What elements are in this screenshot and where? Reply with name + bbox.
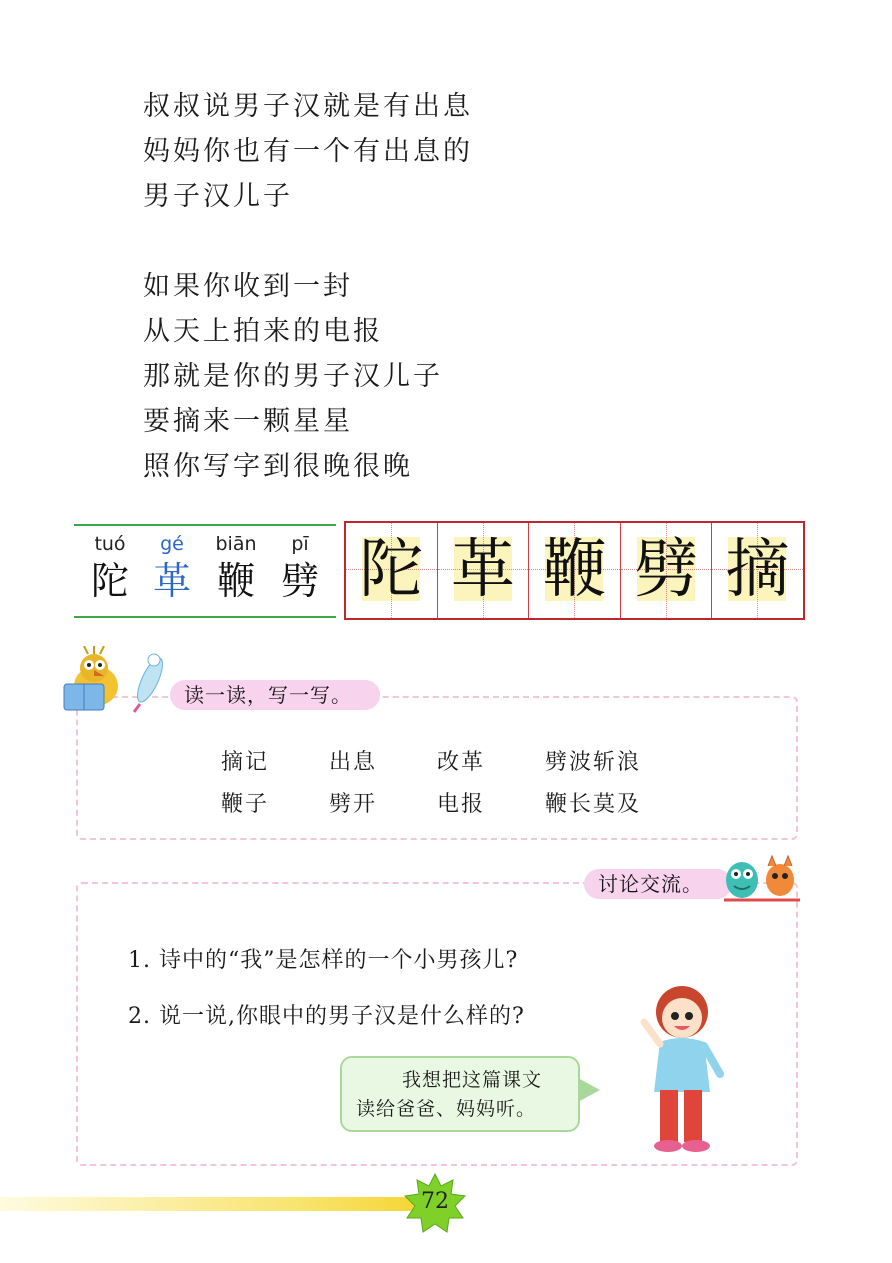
new-char-item [142, 532, 202, 606]
poem-text [143, 84, 473, 489]
pinyin: tuó [94, 533, 126, 555]
poem-line: 要摘来一颗星星 [143, 406, 353, 437]
word-list [221, 742, 653, 826]
word: 劈波斩浪 [545, 750, 642, 775]
writing-char: 陀 [359, 533, 424, 607]
question: 2. 说一说,你眼中的男子汉是什么样的? [128, 1004, 525, 1029]
character: 鞭 [216, 559, 255, 603]
poem-line: 那就是你的男子汉儿子 [143, 361, 443, 392]
discussion-questions [128, 936, 525, 1048]
section-title-discussion: 讨论交流。 [584, 869, 732, 899]
writing-cell [621, 523, 713, 618]
bird-reading-icon [58, 646, 178, 714]
character: 劈 [280, 559, 319, 603]
pinyin: gé [160, 533, 184, 555]
word: 劈开 [329, 792, 378, 817]
writing-char: 鞭 [542, 533, 607, 607]
poem-line: 从天上拍来的电报 [143, 316, 383, 347]
pinyin: pī [291, 533, 309, 555]
writing-char: 劈 [634, 533, 699, 607]
character: 陀 [90, 559, 129, 603]
word-row [221, 742, 653, 784]
writing-char: 摘 [725, 533, 790, 607]
writing-cell [712, 523, 803, 618]
speech-bubble-tail [578, 1078, 600, 1102]
writing-grid [344, 521, 805, 620]
poem-line: 如果你收到一封 [143, 271, 353, 302]
girl-illustration [630, 982, 734, 1158]
poem-line: 照你写字到很晚很晚 [143, 451, 413, 482]
bubble-line: 我想把这篇课文 [402, 1069, 543, 1091]
footer-bar [0, 1197, 440, 1211]
page-number: 72 [421, 1189, 449, 1214]
new-characters-strip [74, 524, 336, 618]
writing-cell [438, 523, 530, 618]
word-row [221, 784, 653, 826]
question: 1. 诗中的“我”是怎样的一个小男孩儿? [128, 948, 519, 973]
speech-bubble [340, 1056, 580, 1132]
writing-cell [529, 523, 621, 618]
word: 改革 [437, 750, 486, 775]
poem-line: 叔叔说男子汉就是有出息 [143, 91, 473, 122]
writing-char: 革 [450, 533, 515, 607]
character: 革 [152, 559, 191, 603]
word: 出息 [329, 750, 378, 775]
word: 摘记 [221, 750, 270, 775]
word: 鞭子 [221, 792, 270, 817]
poem-line: 妈妈你也有一个有出息的 [143, 136, 473, 167]
animal-friends-icon [718, 850, 806, 906]
new-char-item [270, 532, 330, 606]
pinyin: biān [215, 533, 257, 555]
writing-cell [346, 523, 438, 618]
bubble-line: 读给爸爸、妈妈听。 [356, 1098, 537, 1120]
new-char-item [206, 532, 266, 606]
new-char-item [80, 532, 140, 606]
poem-line: 男子汉儿子 [143, 181, 293, 212]
word: 电报 [437, 792, 486, 817]
word: 鞭长莫及 [545, 792, 642, 817]
section-title-read-write: 读一读，写一写。 [170, 680, 380, 710]
